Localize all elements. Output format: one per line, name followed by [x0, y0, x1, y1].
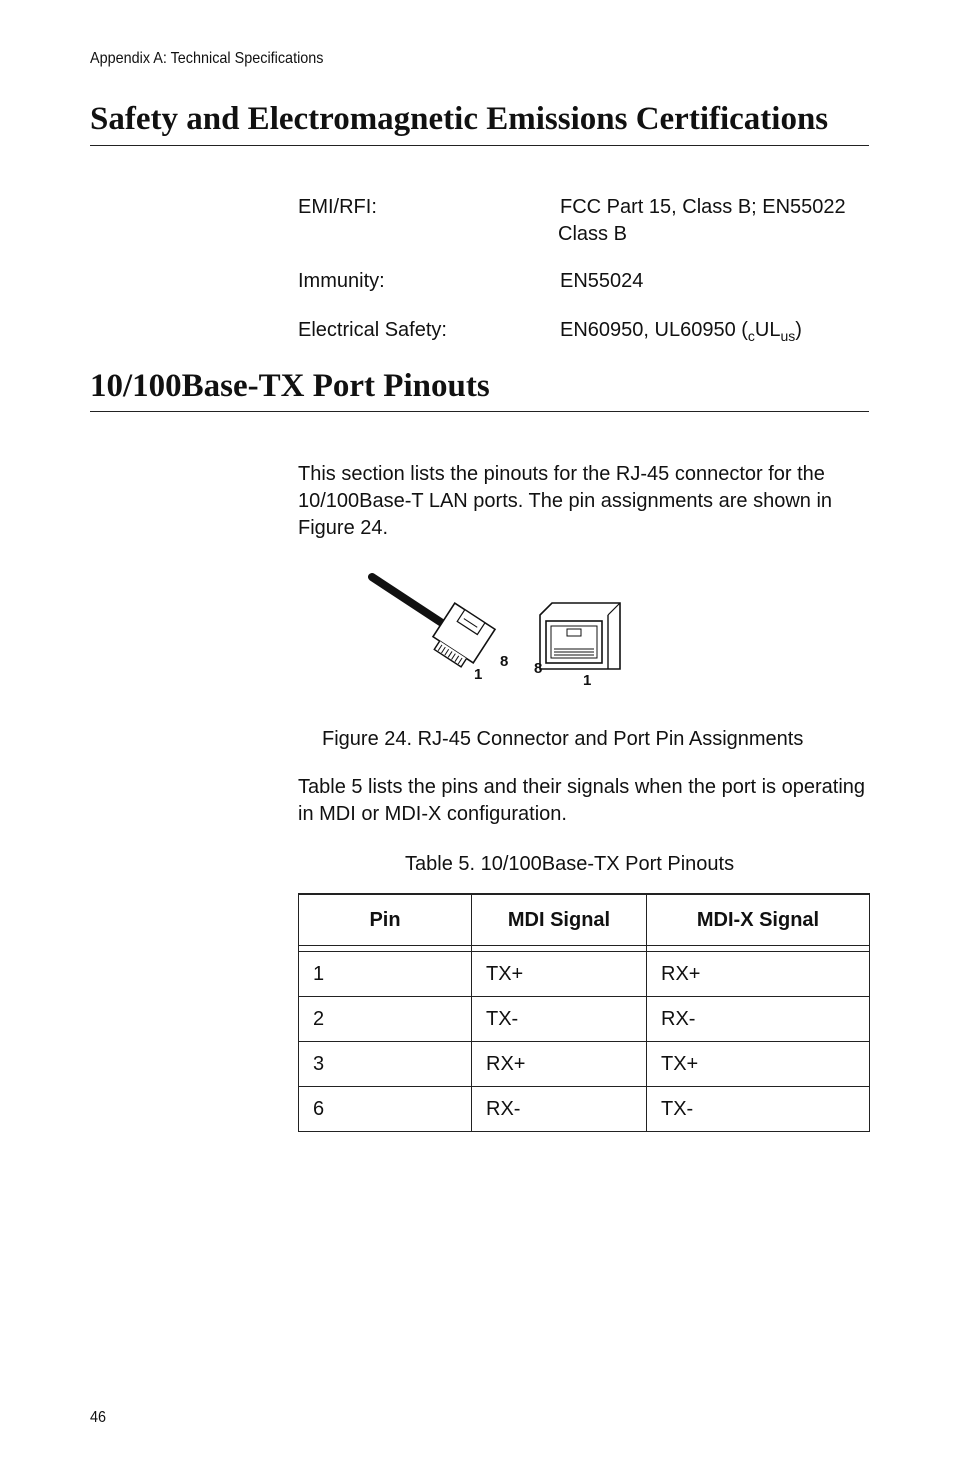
port-pin8-label: 8 — [534, 660, 543, 677]
plug-pin1-label: 1 — [474, 666, 483, 683]
spec-subscript-c: c — [747, 328, 755, 344]
spec-subscript-us: us — [780, 328, 796, 344]
section-title-certifications: Safety and Electromagnetic Emissions Certifications — [90, 99, 869, 146]
column-header-mdi: MDI Signal — [472, 894, 647, 946]
table-row — [299, 997, 870, 1042]
running-header: Appendix A: Technical Specifications — [90, 50, 324, 67]
spec-value-continued: Class B — [558, 223, 627, 245]
column-header-mdix: MDI-X Signal — [647, 894, 870, 946]
table-cell-pin: 1 — [299, 952, 472, 997]
plug-pin8-label: 8 — [500, 653, 509, 670]
spec-value-suffix: ) — [795, 319, 802, 341]
intro-paragraph: This section lists the pinouts for the RJ-45 connector for the 10/100Base-T LAN ports. The pin assignments are shown in Figure 24. — [298, 463, 833, 539]
table-cell-mdix: TX- — [647, 1087, 870, 1132]
table-header-row — [299, 894, 870, 946]
table-caption: Table 5. 10/100Base-TX Port Pinouts — [405, 853, 735, 875]
table-row — [299, 1087, 870, 1132]
table-cell-mdix: RX+ — [647, 952, 870, 997]
port-pin1-label: 1 — [583, 672, 592, 689]
rj45-figure — [360, 565, 640, 700]
spec-ul-mark: UL — [754, 319, 781, 341]
table-cell-pin: 3 — [299, 1042, 472, 1087]
cable-icon — [372, 577, 442, 623]
spec-value: EN55024 — [560, 270, 644, 292]
table-cell-mdix: TX+ — [647, 1042, 870, 1087]
section-title-pinouts: 10/100Base-TX Port Pinouts — [90, 366, 869, 412]
table-cell-pin: 6 — [299, 1087, 472, 1132]
table-cell-mdi: TX+ — [472, 952, 647, 997]
table-cell-mdi: RX+ — [472, 1042, 647, 1087]
figure-caption: Figure 24. RJ-45 Connector and Port Pin Assignments — [322, 728, 804, 750]
spec-value: FCC Part 15, Class B; EN55022 — [560, 196, 846, 218]
rj45-port-icon — [540, 603, 620, 669]
pinout-table — [298, 893, 870, 1132]
table-row — [299, 952, 870, 997]
spec-value — [560, 317, 802, 344]
table-intro-paragraph: Table 5 lists the pins and their signals when the port is operating in MDI or MDI-X configuration. — [298, 776, 866, 825]
spec-label: Electrical Safety: — [298, 319, 447, 341]
table-cell-mdi: RX- — [472, 1087, 647, 1132]
spec-value-prefix: EN60950, UL60950 ( — [560, 319, 748, 341]
column-header-pin: Pin — [299, 894, 472, 946]
page-number: 46 — [90, 1409, 107, 1426]
table-cell-mdix: RX- — [647, 997, 870, 1042]
spec-label: Immunity: — [298, 270, 385, 292]
spec-label: EMI/RFI: — [298, 196, 377, 218]
table-cell-pin: 2 — [299, 997, 472, 1042]
table-cell-mdi: TX- — [472, 997, 647, 1042]
rj45-plug-icon — [428, 603, 495, 671]
table-row — [299, 1042, 870, 1087]
